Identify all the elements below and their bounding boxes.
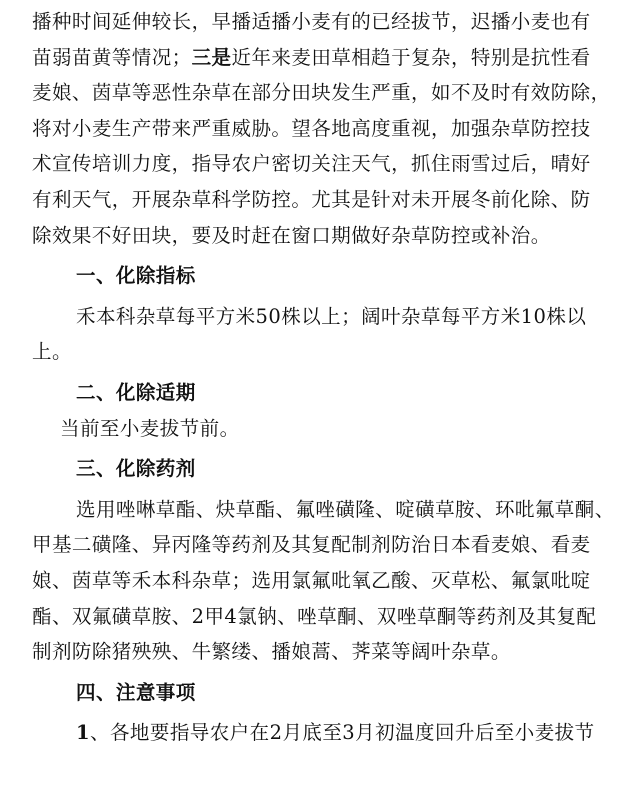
- list-item-number: 1: [76, 721, 91, 745]
- list-item-text: 、各地要指导农户在2月底至3月初温度回升后至小麦拔节: [90, 721, 595, 745]
- emphasis-text: 三是: [191, 45, 232, 69]
- paragraph-line: 除效果不好田块，要及时赶在窗口期做好杂草防控或补治。: [32, 223, 551, 247]
- list-item: [32, 715, 603, 751]
- paragraph-line: 制剂防除猪殃殃、牛繁缕、播娘蒿、荠菜等阔叶杂草。: [32, 640, 511, 664]
- paragraph-line: 酯、双氟磺草胺、2甲4氯钠、唑草酮、双唑草酮等药剂及其复配: [32, 604, 597, 628]
- paragraph-line: 播种时间延伸较长，早播适播小麦有的已经拔节，迟播小麦也有: [32, 10, 591, 33]
- paragraph-line: 上。: [32, 340, 72, 364]
- text-run: 苗弱苗黄等情况；: [32, 45, 192, 69]
- paragraph-line: 将对小麦生产带来严重威胁。望各地高度重视，加强杂草防控技: [32, 116, 591, 140]
- section-heading-chemicals: 三、化除药剂: [76, 457, 196, 481]
- section-heading-period: 二、化除适期: [76, 380, 196, 404]
- paragraph-line: 选用唑啉草酯、炔草酯、氟唑磺隆、啶磺草胺、环吡氟草酮、: [76, 497, 615, 521]
- paragraph-line: 有利天气，开展杂草科学防控。尤其是针对未开展冬前化除、防: [32, 187, 591, 211]
- paragraph-line: 术宣传培训力度，指导农户密切关注天气，抓住雨雪过后，晴好: [32, 152, 591, 176]
- paragraph-line: 当前至小麦拔节前。: [60, 416, 240, 440]
- paragraph-line: [32, 40, 603, 76]
- section-heading-notes: 四、注意事项: [76, 680, 196, 704]
- text-run: 近年来麦田草相趋于复杂，特别是抗性看: [231, 45, 591, 69]
- paragraph-line: 麦娘、茵草等恶性杂草在部分田块发生严重，如不及时有效防除，: [32, 81, 611, 105]
- paragraph-line: 禾本科杂草每平方米50株以上；阔叶杂草每平方米10株以: [76, 304, 587, 328]
- paragraph-line: 娘、茵草等禾本科杂草；选用氯氟吡氧乙酸、灭草松、氟氯吡啶: [32, 568, 591, 592]
- paragraph-line: 甲基二磺隆、异丙隆等药剂及其复配制剂防治日本看麦娘、看麦: [32, 533, 591, 557]
- section-heading-indicator: 一、化除指标: [76, 264, 196, 288]
